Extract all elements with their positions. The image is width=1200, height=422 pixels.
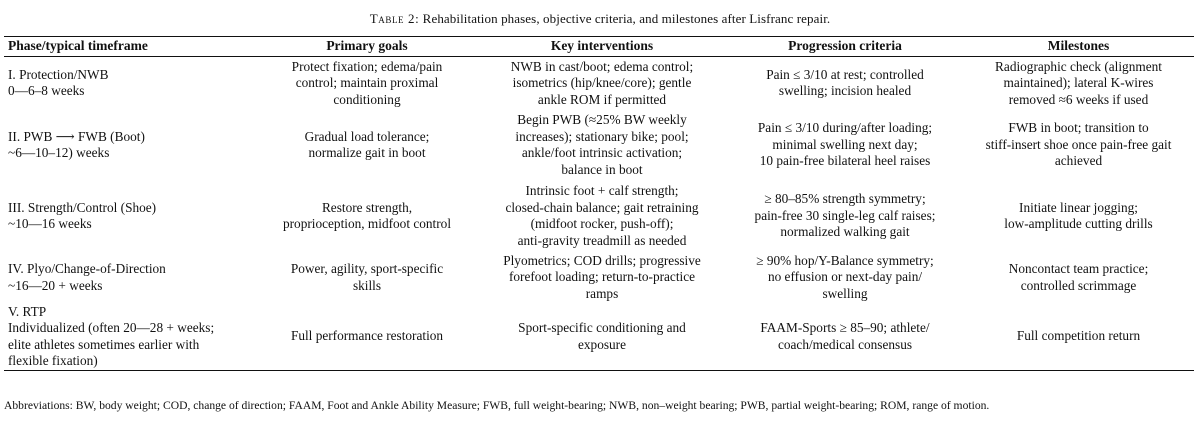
cell-phase [4,304,257,371]
table-caption-text: Rehabilitation phases, objective criteria, and milestones after Lisfranc repair. [422,11,831,26]
cell-line: II. PWB ⟶ FWB (Boot) [8,128,145,144]
cell-line: ~6—10–12) weeks [8,145,110,160]
cell-line: Full performance restoration [290,328,444,344]
table-row [4,252,1194,304]
cell-criteria [727,110,963,181]
cell-line: Individualized (often 20—28 + weeks; [8,320,215,335]
cell-line: normalize gait in boot [308,145,426,160]
cell-milestones [963,304,1194,371]
cell-line: pain-free 30 single-leg calf raises; [754,207,936,223]
cell-line: increases); stationary bike; pool; [515,128,689,144]
cell-line: exposure [578,336,626,352]
cell-milestones [963,110,1194,181]
cell-line: swelling [822,285,868,301]
cell-goals [257,304,477,371]
cell-line: ~16—20 + weeks [8,277,103,293]
header-phase: Phase/typical timeframe [4,37,257,57]
header-interventions: Key interventions [477,37,727,57]
cell-line: coach/medical consensus [777,336,913,352]
cell-interventions [477,110,727,181]
table-caption [0,11,1200,27]
cell-phase [4,181,257,252]
cell-line: minimal swelling next day; [772,136,918,152]
cell-line: normalized walking gait [780,224,910,240]
cell-criteria [727,57,963,110]
table-caption-label: Table 2: [369,11,420,26]
cell-line: Pain ≤ 3/10 at rest; controlled [766,66,924,82]
cell-line: Initiate linear jogging; [1019,199,1138,215]
cell-line: balance in boot [561,161,643,177]
cell-line: achieved [1054,153,1103,169]
cell-goals [257,110,477,181]
cell-line: closed-chain balance; gait retraining [505,199,699,215]
cell-line: Noncontact team practice; [1008,261,1149,276]
cell-line: control; maintain proximal [295,75,439,90]
cell-line: conditioning [333,91,401,107]
cell-line: flexible fixation) [8,353,98,368]
cell-line: (midfoot rocker, push-off); [530,216,674,231]
cell-line: I. Protection/NWB [8,66,109,82]
cell-line: ankle ROM if permitted [537,91,667,107]
cell-phase [4,57,257,110]
cell-line: IV. Plyo/Change-of-Direction [8,261,166,276]
cell-line: Radiographic check (alignment [995,58,1162,74]
cell-line: stiff-insert shoe once pain-free gait [985,136,1172,152]
cell-goals [257,57,477,110]
cell-line: Protect fixation; edema/pain [291,58,443,74]
cell-line: proprioception, midfoot control [282,216,452,231]
cell-criteria [727,304,963,371]
cell-milestones [963,57,1194,110]
cell-phase [4,252,257,304]
cell-line: ≥ 90% hop/Y-Balance symmetry; [756,252,934,268]
table-row [4,181,1194,252]
table-row [4,57,1194,110]
cell-line: ankle/foot intrinsic activation; [521,145,683,160]
cell-line: ≥ 80–85% strength symmetry; [764,191,926,207]
rehab-phases-table [4,36,1194,371]
cell-criteria [727,181,963,252]
cell-line: 0—6–8 weeks [8,83,85,99]
cell-line: swelling; incision healed [778,83,912,99]
cell-goals [257,181,477,252]
table-row [4,304,1194,371]
cell-line: FAAM-Sports ≥ 85–90; athlete/ [760,320,930,335]
cell-line: FWB in boot; transition to [1008,120,1149,136]
cell-interventions [477,57,727,110]
cell-line: elite athletes sometimes earlier with [8,336,200,352]
cell-phase [4,110,257,181]
cell-line: III. Strength/Control (Shoe) [8,199,157,215]
cell-line: low-amplitude cutting drills [1004,216,1153,231]
cell-line: Full competition return [1016,328,1141,344]
header-criteria: Progression criteria [727,37,963,57]
cell-line: 10 pain-free bilateral heel raises [759,153,931,169]
cell-milestones [963,181,1194,252]
cell-line: ramps [585,285,619,301]
cell-line: anti-gravity treadmill as needed [517,232,687,248]
cell-line: Intrinsic foot + calf strength; [525,183,679,198]
header-milestones: Milestones [963,37,1194,57]
cell-line: isometrics (hip/knee/core); gentle [512,75,692,90]
cell-line: ~10—16 weeks [8,216,92,231]
cell-line: Gradual load tolerance; [304,128,430,144]
cell-line: no effusion or next-day pain/ [767,269,923,285]
cell-milestones [963,252,1194,304]
header-goals: Primary goals [257,37,477,57]
cell-interventions [477,252,727,304]
cell-line: Power, agility, sport-specific [290,261,444,276]
cell-line: V. RTP [8,303,47,319]
cell-line: Sport-specific conditioning and [518,320,686,335]
cell-line: Begin PWB (≈25% BW weekly [517,112,687,127]
cell-goals [257,252,477,304]
cell-line: forefoot loading; return-to-practice [508,269,696,285]
cell-interventions [477,181,727,252]
cell-interventions [477,304,727,371]
cell-line: NWB in cast/boot; edema control; [510,58,694,74]
table-footnote: Abbreviations: BW, body weight; COD, change of direction; FAAM, Foot and Ankle Ability Measure; FWB, full weight-bearing; NWB, non–weight bearing; PWB, partial weight-bearing; ROM, range of motion. [4,399,990,412]
cell-line: controlled scrimmage [1020,277,1137,293]
cell-line: skills [352,277,382,293]
cell-line: Pain ≤ 3/10 during/after loading; [757,120,933,136]
cell-line: Plyometrics; COD drills; progressive [503,252,701,268]
table-header-row [4,37,1194,57]
cell-line: removed ≈6 weeks if used [1008,91,1149,107]
cell-line: Restore strength, [321,199,413,215]
cell-criteria [727,252,963,304]
cell-line: maintained); lateral K-wires [1003,75,1154,90]
table-row [4,110,1194,181]
